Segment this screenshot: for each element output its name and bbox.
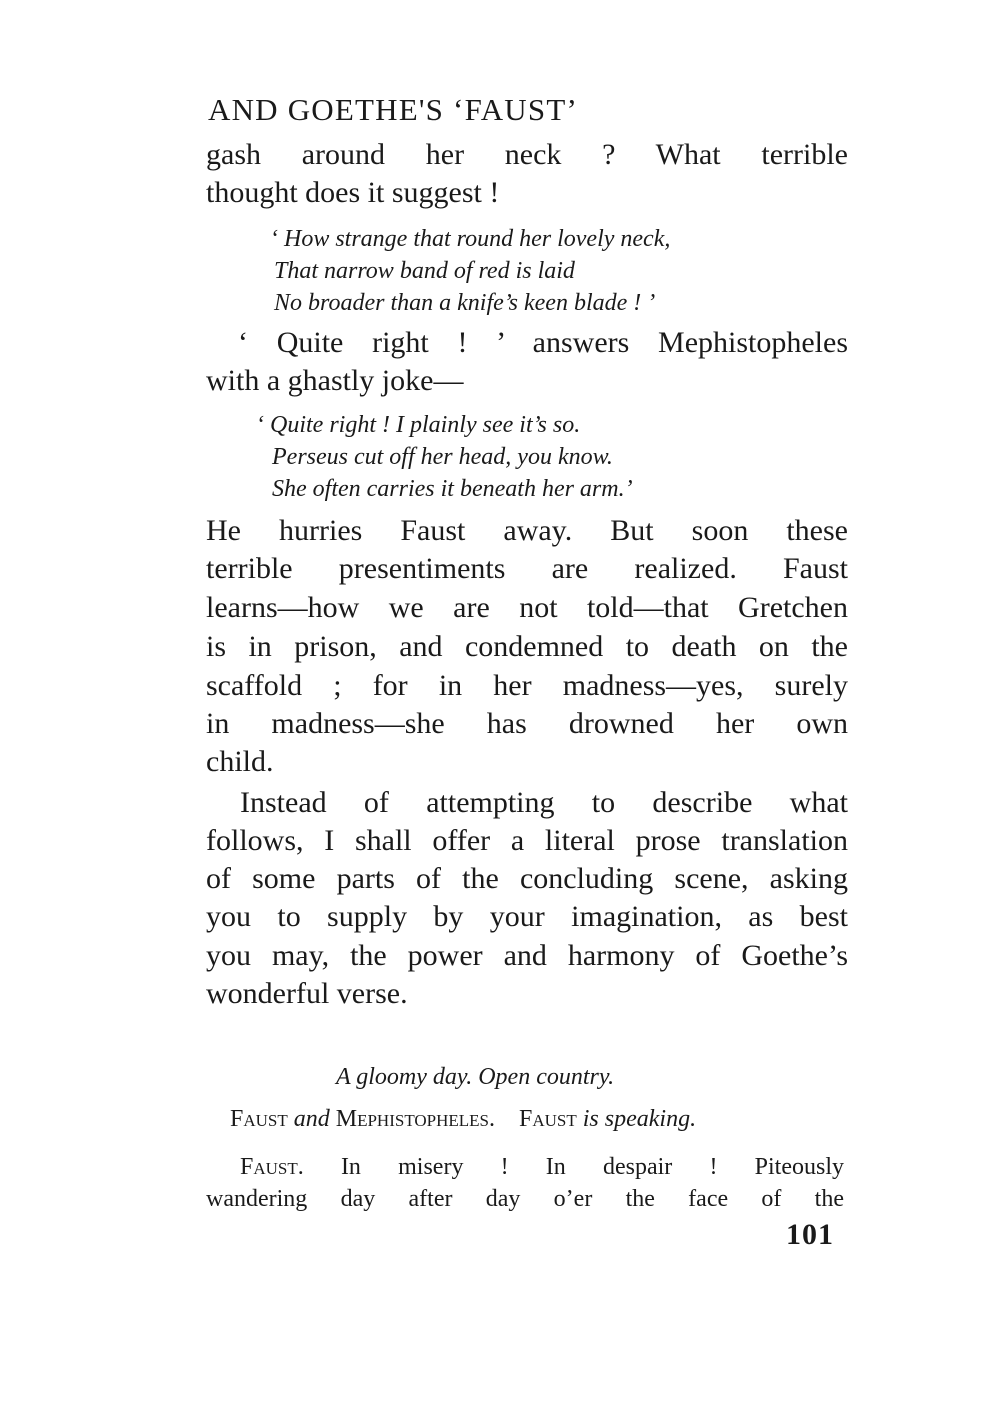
poem-line: ‘ How strange that round her lovely neck, bbox=[270, 226, 671, 252]
text-line: you to supply by your imagination, as best bbox=[206, 900, 848, 933]
text-line: learns—how we are not told—that Gretchen bbox=[206, 591, 848, 624]
running-head: AND GOETHE'S ‘FAUST’ bbox=[208, 92, 578, 127]
speech-text: In misery ! In despair ! Piteously bbox=[340, 1154, 844, 1180]
text-line: follows, I shall offer a literal prose translation bbox=[206, 824, 848, 857]
text-line: terrible presentiments are realized. Faust bbox=[206, 552, 848, 585]
scene-setting: A gloomy day. Open country. bbox=[336, 1064, 615, 1090]
speech-line: wandering day after day o’er the face of the bbox=[206, 1186, 844, 1212]
text-line: gash around her neck ? What terrible bbox=[206, 138, 848, 171]
scene-characters bbox=[230, 1100, 696, 1138]
stage-direction: is speaking. bbox=[582, 1106, 697, 1132]
speaker-name: Faust. bbox=[240, 1154, 304, 1180]
page-number: 101 bbox=[786, 1218, 834, 1251]
text-line: child. bbox=[206, 745, 274, 778]
text-line: is in prison, and condemned to death on the bbox=[206, 630, 848, 663]
text-line: of some parts of the concluding scene, asking bbox=[206, 862, 848, 895]
poem-line: She often carries it beneath her arm.’ bbox=[272, 476, 633, 502]
poem-line: ‘ Quite right ! I plainly see it’s so. bbox=[256, 412, 581, 438]
speaker-name: Mephistopheles. bbox=[335, 1106, 496, 1132]
text-line: wonderful verse. bbox=[206, 977, 408, 1010]
text-line: ‘ Quite right ! ’ answers Mephistopheles bbox=[238, 326, 848, 359]
poem-line: No broader than a knife’s keen blade ! ’ bbox=[274, 290, 656, 316]
poem-line: That narrow band of red is laid bbox=[274, 258, 575, 284]
text-line: in madness—she has drowned her own bbox=[206, 707, 848, 740]
conjunction: and bbox=[293, 1106, 330, 1132]
text-line: thought does it suggest ! bbox=[206, 176, 500, 209]
text-line: scaffold ; for in her madness—yes, surely bbox=[206, 669, 848, 702]
speaker-name: Faust bbox=[519, 1106, 577, 1132]
text-line: Instead of attempting to describe what bbox=[240, 786, 848, 819]
speaker-name: Faust bbox=[230, 1106, 288, 1132]
text-line: He hurries Faust away. But soon these bbox=[206, 514, 848, 547]
text-line: with a ghastly joke— bbox=[206, 364, 464, 397]
text-line: you may, the power and harmony of Goethe’s bbox=[206, 939, 848, 972]
poem-line: Perseus cut off her head, you know. bbox=[272, 444, 613, 470]
